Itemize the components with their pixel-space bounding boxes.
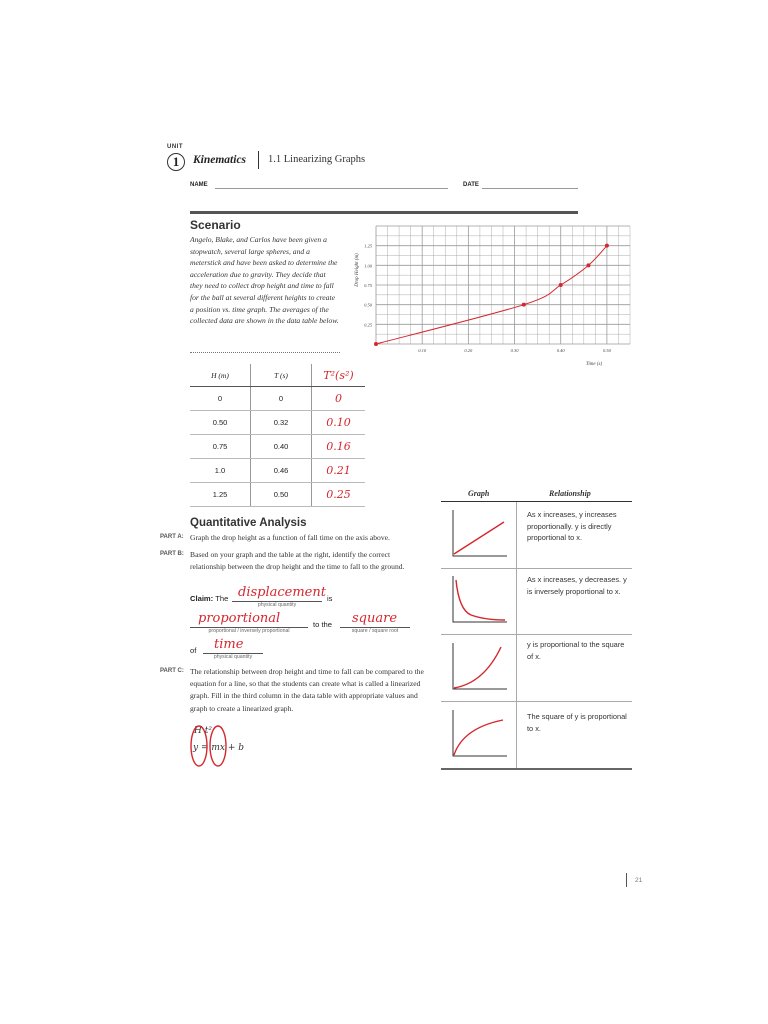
note-equation: y = mx + b: [193, 743, 244, 753]
table-row: [190, 411, 365, 435]
data-point: [605, 244, 609, 248]
scenario-heading: Scenario: [190, 218, 241, 232]
table-header-row: [190, 364, 365, 387]
x-tick-label: 0.20: [464, 348, 473, 353]
column-divider: [516, 502, 517, 768]
header-rule: [441, 501, 632, 502]
caption-2: proportional / inversely proportional: [208, 628, 290, 634]
answer-4[interactable]: time: [214, 637, 244, 652]
table-cell[interactable]: 0.16: [312, 435, 366, 459]
column-header: H (m): [190, 364, 251, 387]
claim-to-the: to the: [313, 620, 332, 629]
x-tick-label: 0.30: [510, 348, 519, 353]
y-tick-label: 0.25: [364, 322, 372, 328]
table-cell: 1.0: [190, 459, 251, 483]
table-cell: 0.75: [190, 435, 251, 459]
analysis-heading: Quantitative Analysis: [190, 517, 307, 529]
y-tick-label: 0.75: [364, 283, 372, 288]
row-divider: [441, 634, 632, 635]
row-divider: [441, 568, 632, 569]
table-row: [190, 459, 365, 483]
x-axis-label: Time (s): [585, 362, 603, 367]
table-cell: 0.32: [251, 411, 312, 435]
relationship-text: As x increases, y decreases. y is inversely proportional to x.: [527, 575, 627, 596]
sqrt-graph-icon: [449, 708, 509, 760]
handwritten-note: [190, 724, 250, 768]
claim-of: of: [190, 646, 197, 655]
table-cell[interactable]: 0.10: [312, 411, 366, 435]
part-b-label: PART B:: [160, 551, 184, 557]
claim-the: The: [215, 594, 229, 603]
table-cell: 0.40: [251, 435, 312, 459]
data-table: [190, 364, 365, 507]
part-c-label: PART C:: [160, 668, 184, 674]
x-tick-label: 0.10: [418, 348, 427, 353]
page-number: 21: [635, 877, 643, 884]
y-tick-label: 0.50: [364, 302, 372, 308]
note-top: H t²: [194, 726, 212, 736]
section-rule: [190, 211, 578, 214]
caption-3: square / square root: [351, 628, 399, 634]
caption-1: physical quantity: [257, 602, 297, 608]
circled-marks: [190, 724, 250, 768]
square-graph-icon: [449, 641, 509, 693]
x-tick-label: 0.50: [602, 348, 611, 353]
relationship-text: y is proportional to the square of x.: [527, 640, 625, 661]
table-cell: 0.46: [251, 459, 312, 483]
data-point: [586, 263, 590, 267]
linear-graph-icon: [449, 508, 509, 560]
x-tick-label: 0.40: [556, 348, 565, 353]
lesson-title: 1.1 Linearizing Graphs: [268, 154, 366, 165]
table-cell: 0.50: [251, 483, 312, 507]
data-point: [559, 283, 563, 287]
data-point: [374, 342, 378, 346]
table-cell: 1.25: [190, 483, 251, 507]
graph-column-header: Graph: [468, 489, 490, 498]
drop-height-chart: [350, 222, 636, 368]
y-tick-labels: [364, 244, 373, 328]
part-a-label: PART A:: [160, 534, 184, 540]
table-row: [190, 483, 365, 507]
date-label: DATE: [463, 182, 479, 188]
date-field[interactable]: [482, 188, 578, 189]
column-header: T²(s²): [312, 364, 366, 387]
column-header: T (s): [251, 364, 312, 387]
table-row: [190, 387, 365, 411]
inverse-graph-icon: [449, 574, 509, 626]
unit-title: Kinematics: [193, 154, 247, 166]
unit-number-badge: 1: [167, 153, 185, 171]
table-row: [190, 435, 365, 459]
answer-1[interactable]: displacement: [238, 585, 326, 600]
title-separator: [258, 151, 259, 169]
y-axis-label: Drop Height (m): [355, 253, 360, 287]
name-field[interactable]: [215, 188, 448, 189]
table-bottom-rule: [441, 768, 632, 770]
unit-label: UNIT: [167, 144, 183, 150]
table-cell: 0.50: [190, 411, 251, 435]
x-tick-labels: [418, 348, 611, 353]
part-c-text: The relationship between drop height and time to fall can be compared to the equation for a line, so that the students can create what is called a linearized graph. Fill in the third column in the data table with appropriate values and graph to create a linearized graph.: [190, 667, 424, 713]
relationship-column-header: Relationship: [549, 489, 591, 498]
relationship-text: The square of y is proportional to x.: [527, 712, 627, 733]
answer-3[interactable]: square: [352, 611, 398, 626]
row-divider: [441, 701, 632, 702]
part-a-text: Graph the drop height as a function of fall time on the axis above.: [190, 533, 390, 542]
table-cell[interactable]: 0.25: [312, 483, 366, 507]
table-cell: 0: [251, 387, 312, 411]
relationship-text: As x increases, y increases proportionally. y is directly proportional to x.: [527, 510, 617, 542]
name-label: NAME: [190, 182, 208, 188]
claim-line-1: [190, 594, 228, 603]
dotted-divider: [190, 352, 340, 353]
y-tick-label: 1.25: [364, 243, 372, 249]
data-point: [522, 303, 526, 307]
table-cell[interactable]: 0: [312, 387, 366, 411]
claim-label: Claim:: [190, 594, 214, 603]
y-tick-label: 1.00: [364, 263, 372, 269]
chart-grid: [376, 226, 630, 344]
part-b-text: Based on your graph and the table at the right, identify the correct relationship between the drop height and the time to fall to the ground.: [190, 550, 405, 572]
table-cell: 0: [190, 387, 251, 411]
scenario-text: Angelo, Blake, and Carlos have been given a stopwatch, several large spheres, and a meterstick and have been asked to determine the acceleration due to gravity. They decide that they need to collect drop height and time to fall for the ball at several different heights to create a position vs. time graph. The averages of the collected data are shown in the data table below.: [190, 235, 339, 326]
table-cell[interactable]: 0.21: [312, 459, 366, 483]
page-marker: [626, 873, 627, 887]
claim-is: is: [327, 594, 333, 603]
answer-2[interactable]: proportional: [198, 611, 281, 626]
caption-4: physical quantity: [213, 654, 253, 660]
